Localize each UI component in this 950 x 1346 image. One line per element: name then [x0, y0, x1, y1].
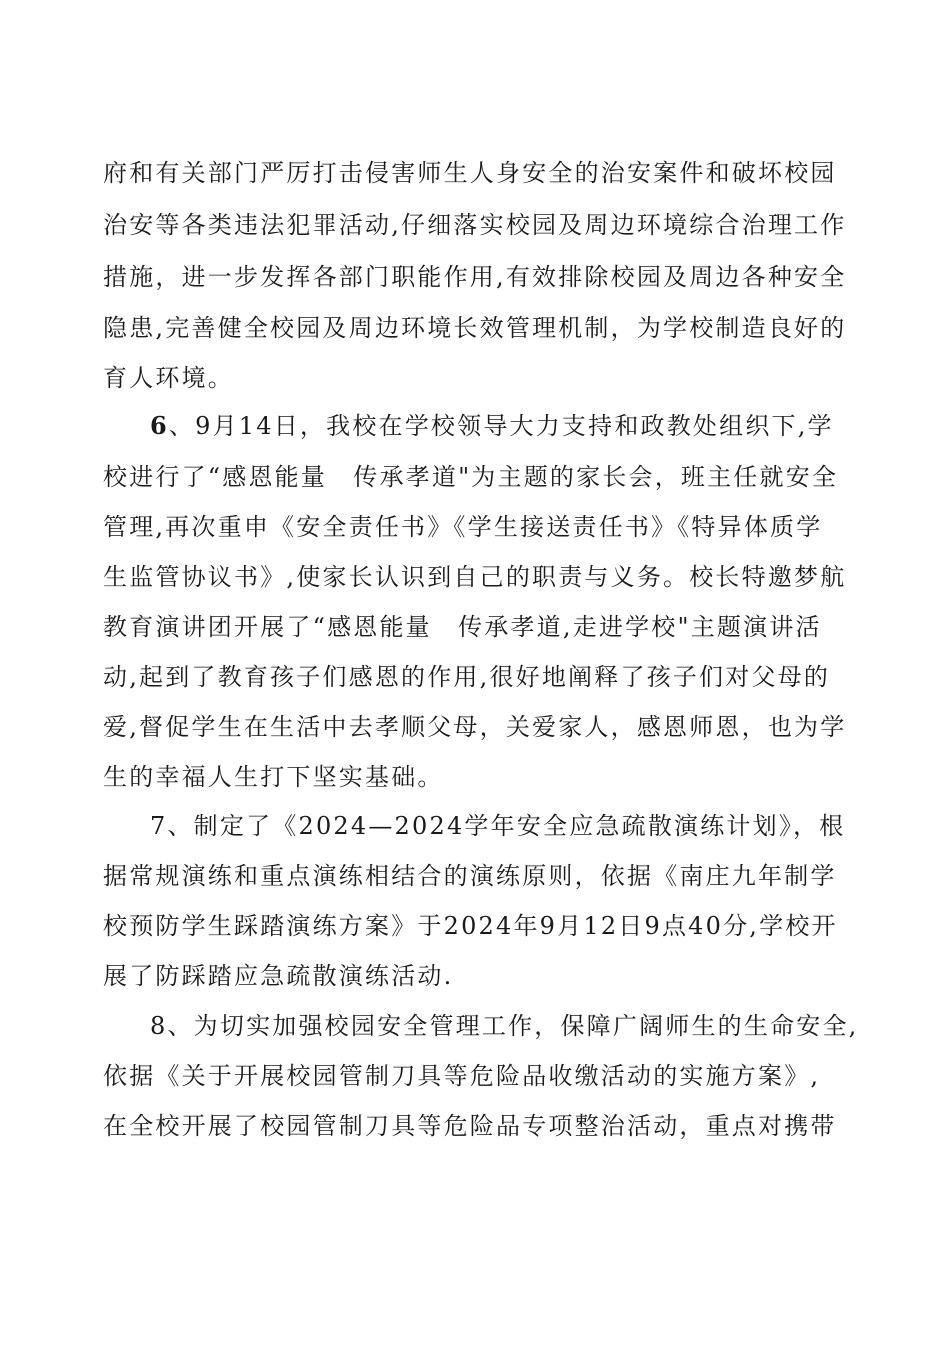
- paragraph-3-line-4: 展了防踩踏应急疏散演练活动.: [103, 962, 454, 990]
- paragraph-2-line-3: 管理,再次重申《安全责任书》《学生接送责任书》《特异体质学: [103, 513, 823, 541]
- paragraph-2-line-2: 校进行了“感恩能量 传承孝道"为主题的家长会，班主任就安全: [103, 463, 839, 491]
- paragraph-2-line-4: 生监管协议书》,使家长认识到自己的职责与义务。校长特邀梦航: [103, 563, 847, 591]
- paragraph-1-line-3: 措施，进一步发挥各部门职能作用,有效排除校园及周边各种安全: [103, 263, 847, 291]
- paragraph-3-line-2: 据常规演练和重点演练相结合的演练原则，依据《南庄九年制学: [103, 862, 837, 890]
- paragraph-3-line-3: 校预防学生踩踏演练方案》于2024年9月12日9点40分,学校开: [103, 912, 838, 940]
- paragraph-2-line-8: 生的幸福人生打下坚实基础。: [103, 763, 444, 791]
- paragraph-1-line-1: 府和有关部门严厉打击侵害师生人身安全的治安案件和破坏校园: [103, 159, 837, 187]
- paragraph-4-line-1: 8、为切实加强校园安全管理工作，保障广阔师生的生命安全,: [150, 1012, 859, 1040]
- item-number: 6: [150, 411, 169, 440]
- paragraph-2-line-1: [150, 411, 890, 441]
- paragraph-4-line-3: 在全校开展了校园管制刀具等危险品专项整治活动，重点对携带: [103, 1112, 837, 1140]
- paragraph-1-line-4: 隐患,完善健全校园及周边环境长效管理机制，为学校制造良好的: [103, 314, 847, 342]
- paragraph-1-line-5: 育人环境。: [103, 364, 234, 392]
- paragraph-3-line-1: 7、制定了《2024—2024学年安全应急疏散演练计划》，根: [150, 812, 846, 840]
- paragraph-2-line-1-text: 、9月14日，我校在学校领导大力支持和政教处组织下,学: [168, 412, 834, 440]
- paragraph-2-line-6: 动,起到了教育孩子们感恩的作用,很好地阐释了孩子们对父母的: [103, 663, 831, 691]
- paragraph-4-line-2: 依据《关于开展校园管制刀具等危险品收缴活动的实施方案》,: [103, 1062, 821, 1090]
- paragraph-1-line-2: 治安等各类违法犯罪活动,仔细落实校园及周边环境综合治理工作: [103, 211, 847, 239]
- paragraph-2-line-7: 爱,督促学生在生活中去孝顺父母，关爱家人，感恩师恩，也为学: [103, 713, 847, 741]
- paragraph-2-line-5: 教育演讲团开展了“感恩能量 传承孝道,走进学校"主题演讲活: [103, 613, 822, 641]
